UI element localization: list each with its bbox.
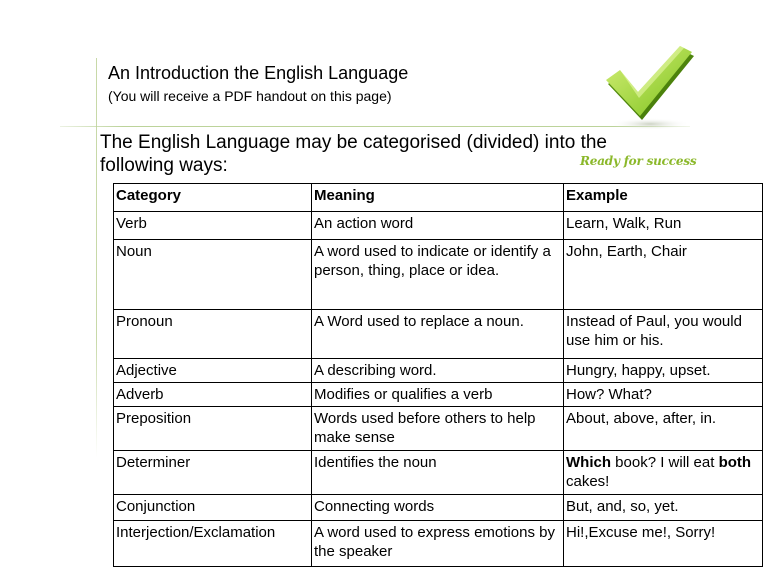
example-cell: But, and, so, yet. [564,495,763,521]
category-cell: Adverb [114,383,312,407]
example-cell: Hungry, happy, upset. [564,359,763,383]
example-cell: John, Earth, Chair [564,240,763,310]
intro-text: The English Language may be categorised (divided) into the following ways: [100,132,607,176]
horizontal-divider-line [60,126,690,127]
category-cell: Interjection/Exclamation [114,521,312,567]
table-row [114,495,763,521]
header-example: Example [564,184,763,212]
example-text: book? I will eat [611,454,719,471]
page-title: An Introduction the English Language [108,63,409,83]
logo-tagline: Ready for success [580,154,697,168]
example-bold-word: both [718,454,752,471]
example-cell: About, above, after, in. [564,407,763,451]
meaning-cell: A describing word. [312,359,564,383]
table-row [114,407,763,451]
categories-table [113,183,763,567]
table-row [114,359,763,383]
header-category: Category [114,184,312,212]
meaning-cell: Identifies the noun [312,451,564,495]
example-cell [564,451,763,495]
table-row [114,310,763,359]
meaning-cell: Modifies or qualifies a verb [312,383,564,407]
table-row [114,240,763,310]
checkmark-icon [600,44,700,132]
category-cell: Preposition [114,407,312,451]
page-subtitle: (You will receive a PDF handout on this page) [108,88,392,104]
header-meaning: Meaning [312,184,564,212]
table-row [114,383,763,407]
category-cell: Verb [114,212,312,240]
meaning-cell: A word used to express emotions by the speaker [312,521,564,567]
example-cell: Learn, Walk, Run [564,212,763,240]
vertical-divider-line [96,58,97,458]
meaning-cell: A word used to indicate or identify a person, thing, place or idea. [312,240,564,310]
example-cell: Hi!,Excuse me!, Sorry! [564,521,763,567]
table-row [114,212,763,240]
example-bold-word: Which [566,454,611,471]
category-cell: Determiner [114,451,312,495]
meaning-cell: Connecting words [312,495,564,521]
category-cell: Conjunction [114,495,312,521]
category-cell: Adjective [114,359,312,383]
category-cell: Pronoun [114,310,312,359]
table-row [114,521,763,567]
meaning-cell: A Word used to replace a noun. [312,310,564,359]
example-text: cakes! [566,473,610,490]
example-cell: Instead of Paul, you would use him or his. [564,310,763,359]
table-header-row [114,184,763,212]
category-cell: Noun [114,240,312,310]
table-row [114,451,763,495]
meaning-cell: Words used before others to help make sense [312,407,564,451]
example-cell: How? What? [564,383,763,407]
meaning-cell: An action word [312,212,564,240]
